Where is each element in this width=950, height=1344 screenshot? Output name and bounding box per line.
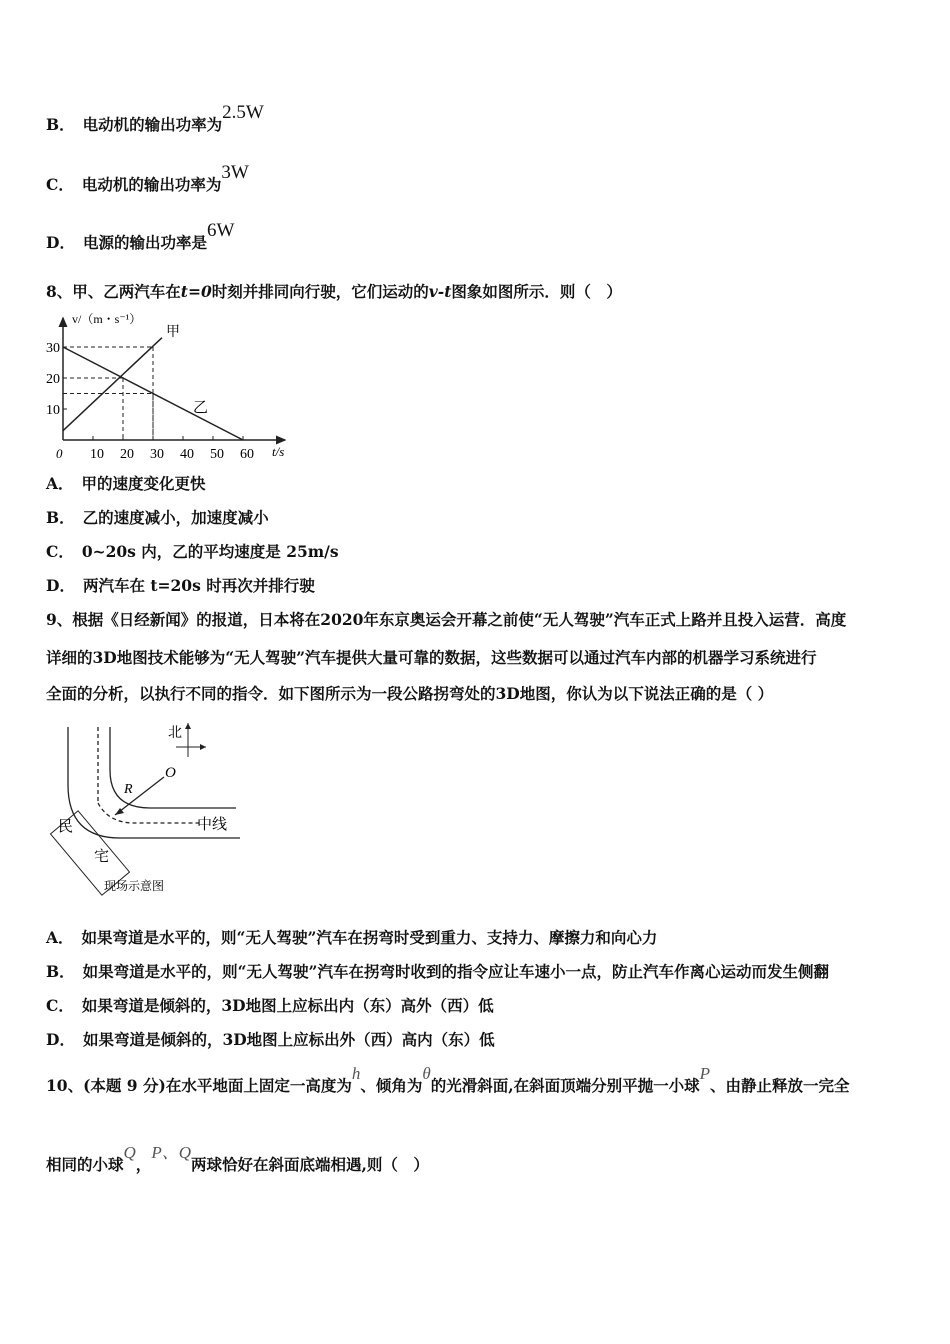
q9-option-b[interactable]	[46, 960, 829, 982]
stem-text: 的光滑斜面,在斜面顶端分别平抛一小球	[430, 1076, 700, 1095]
q7-option-b[interactable]	[46, 102, 264, 136]
series-line-jia	[63, 338, 162, 431]
north-label: 北	[168, 726, 182, 741]
y-tick-label: 10	[46, 403, 60, 418]
y-tick-label: 30	[46, 341, 60, 356]
option-text: 如果弯道是水平的，则“无人驾驶”汽车在拐弯时收到的指令应让车速小一点，防止汽车作离心运动而发生侧翻	[82, 962, 829, 981]
option-label: C．	[46, 175, 74, 194]
figure-caption: 现场示意图	[104, 879, 165, 893]
option-text: 如果弯道是倾斜的，3D地图上应标出外（西）高内（东）低	[82, 1030, 495, 1049]
series-label-jia: 甲	[166, 325, 180, 340]
math-p: P	[699, 1064, 710, 1083]
option-label: D．	[46, 1030, 75, 1049]
stem-text: 图象如图所示．则（ ）	[451, 282, 622, 301]
option-value: 3W	[221, 162, 249, 183]
option-value: 6W	[206, 220, 235, 241]
option-text: 如果弯道是倾斜的，3D地图上应标出内（东）高外（西）低	[81, 996, 494, 1015]
x-tick-label: 20	[120, 447, 134, 462]
house-label: 宅	[94, 849, 110, 865]
stem-text: 两球恰好在斜面底端相遇,则（ ）	[190, 1155, 429, 1174]
math-pq: P、Q	[151, 1143, 191, 1162]
option-text: 电源的输出功率是	[82, 233, 207, 252]
q8-stem	[46, 280, 622, 302]
stem-math: t=0	[180, 282, 212, 301]
math-theta: θ	[422, 1064, 431, 1083]
option-label: B．	[46, 115, 75, 134]
stem-text: 10、(本题 9 分)在水平地面上固定一高度为	[46, 1076, 352, 1095]
option-text: 甲的速度变化更快	[81, 474, 206, 493]
math-h: h	[351, 1064, 361, 1083]
origin-label: 0	[56, 446, 63, 461]
house-label: 民	[58, 819, 74, 835]
option-label: D．	[46, 233, 75, 252]
stem-text: 、由静止释放一完全	[710, 1076, 850, 1095]
x-tick-label: 60	[240, 447, 254, 462]
option-label: B．	[46, 962, 75, 981]
option-label: C．	[46, 542, 74, 561]
option-text: 0~20s 内，乙的平均速度是 25m/s	[81, 542, 339, 561]
q8-option-a[interactable]	[46, 472, 206, 494]
option-label: C．	[46, 996, 74, 1015]
radius-label: R	[124, 782, 133, 797]
option-label: A．	[46, 474, 74, 493]
x-axis-label: t/s	[272, 444, 285, 459]
road-diagram	[40, 715, 240, 900]
q9-stem-line: 9、根据《日经新闻》的报道，日本将在2020年东京奥运会开幕之前使“无人驾驶”汽车正式上路并且投入运营．高度	[46, 610, 847, 629]
stem-text: ，	[135, 1155, 152, 1174]
stem-text: 相同的小球	[46, 1155, 124, 1174]
series-label-yi: 乙	[193, 400, 209, 416]
math-q: Q	[123, 1143, 136, 1162]
x-tick-label: 50	[210, 447, 224, 462]
q9-option-d[interactable]	[46, 1028, 495, 1050]
option-value: 2.5W	[222, 102, 264, 123]
q9-option-c[interactable]	[46, 994, 494, 1016]
q9-stem-line: 全面的分析，以执行不同的指令．如下图所示为一段公路拐弯处的3D地图，你认为以下说法正确的是（ ）	[46, 684, 774, 703]
option-label: D．	[46, 576, 75, 595]
q9-option-a[interactable]	[46, 926, 657, 948]
q10-stem-line-1	[46, 1064, 850, 1096]
option-text: 两汽车在 t=20s 时再次并排行驶	[82, 576, 315, 595]
option-label: B．	[46, 508, 75, 527]
q7-option-d[interactable]	[46, 220, 235, 254]
x-tick-label: 40	[180, 447, 194, 462]
stem-text: 时刻并排同向行驶，它们运动的	[211, 282, 429, 301]
q8-option-c[interactable]	[46, 540, 339, 562]
stem-math: v-t	[428, 282, 452, 301]
option-text: 乙的速度减小，加速度减小	[82, 508, 269, 527]
x-tick-label: 30	[150, 447, 164, 462]
option-text: 电动机的输出功率为	[81, 175, 222, 194]
q8-option-d[interactable]	[46, 574, 315, 596]
q8-option-b[interactable]	[46, 506, 269, 528]
option-label: A．	[46, 928, 74, 947]
stem-text: 、倾角为	[360, 1076, 423, 1095]
x-tick-label: 10	[90, 447, 104, 462]
y-tick-label: 20	[46, 372, 60, 387]
q10-stem-line-2	[46, 1143, 429, 1175]
center-label: O	[165, 765, 176, 781]
midline-label: 中线	[197, 817, 228, 833]
q7-option-c[interactable]	[46, 162, 249, 196]
y-axis-label: v/（m・s⁻¹）	[72, 312, 142, 326]
option-text: 电动机的输出功率为	[82, 115, 223, 134]
q9-stem-line: 详细的3D地图技术能够为“无人驾驶”汽车提供大量可靠的数据，这些数据可以通过汽车内部的机器学习系统进行	[46, 648, 817, 667]
stem-text: 8、甲、乙两汽车在	[46, 282, 181, 301]
option-text: 如果弯道是水平的，则“无人驾驶”汽车在拐弯时受到重力、支持力、摩擦力和向心力	[81, 928, 658, 947]
vt-graph	[40, 305, 300, 465]
